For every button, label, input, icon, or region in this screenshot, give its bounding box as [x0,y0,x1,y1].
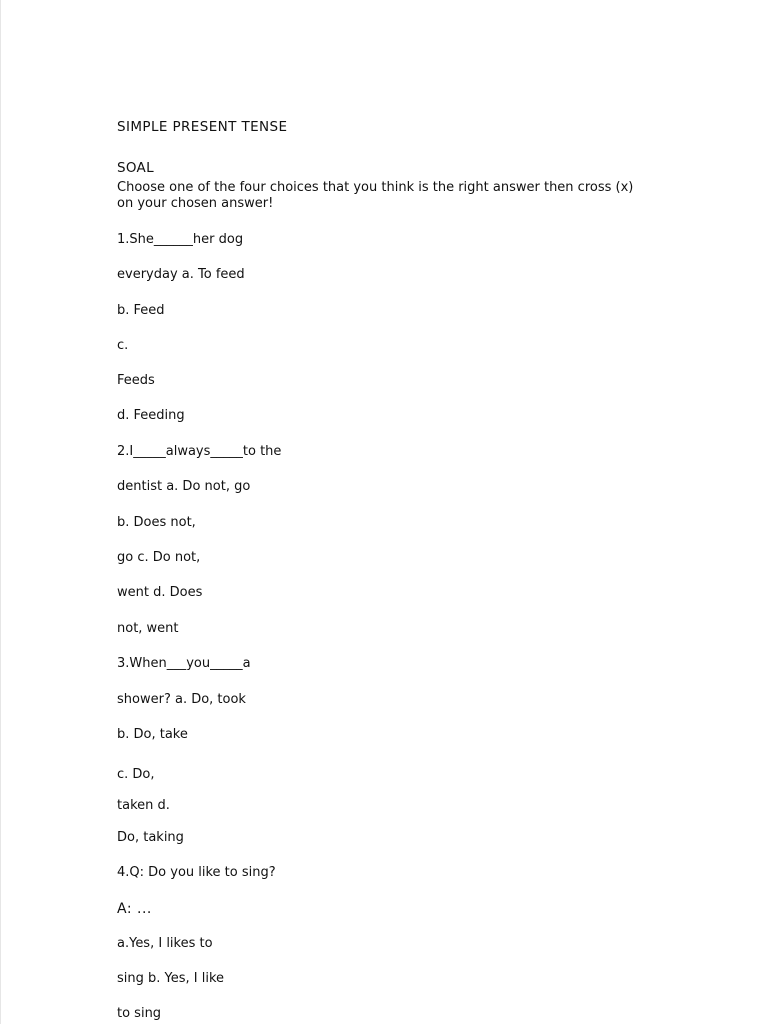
question-1-option-b: b. Feed [117,303,165,318]
instruction-line-2: on your chosen answer! [117,196,274,211]
question-2-option-a: dentist a. Do not, go [117,479,251,494]
instruction-line-1: Choose one of the four choices that you think is the right answer then cross (x) [117,180,634,195]
question-4-answer-prompt: A: ... [117,901,152,917]
question-3-option-d: Do, taking [117,830,184,845]
question-3-option-a: shower? a. Do, took [117,692,246,707]
document-title: SIMPLE PRESENT TENSE [117,119,288,135]
question-1-stem: 1.She______her dog [117,232,244,247]
question-3-option-b: b. Do, take [117,727,188,742]
question-1-option-c-label: c. [117,338,129,353]
question-2-option-d-cont: not, went [117,621,179,636]
question-2-stem: 2.I_____always_____to the [117,444,282,459]
question-4-option-a: a.Yes, I likes to [117,936,213,951]
question-2-option-c: go c. Do not, [117,550,201,565]
page-edge [0,0,1,1024]
question-4-option-b: sing b. Yes, I like [117,971,225,986]
instruction-text [117,180,677,212]
question-4-stem: 4.Q: Do you like to sing? [117,865,276,880]
question-3-option-c: c. Do, [117,767,155,782]
question-2-option-d: went d. Does [117,585,203,600]
question-3-option-c-cont: taken d. [117,798,170,813]
question-1-option-c: Feeds [117,373,155,388]
question-3-stem: 3.When___you_____a [117,656,251,671]
question-4-option-b-cont: to sing [117,1006,162,1021]
question-1-option-d: d. Feeding [117,408,185,423]
question-1-option-a: everyday a. To feed [117,267,245,282]
question-2-option-b: b. Does not, [117,515,196,530]
section-heading: SOAL [117,160,154,176]
